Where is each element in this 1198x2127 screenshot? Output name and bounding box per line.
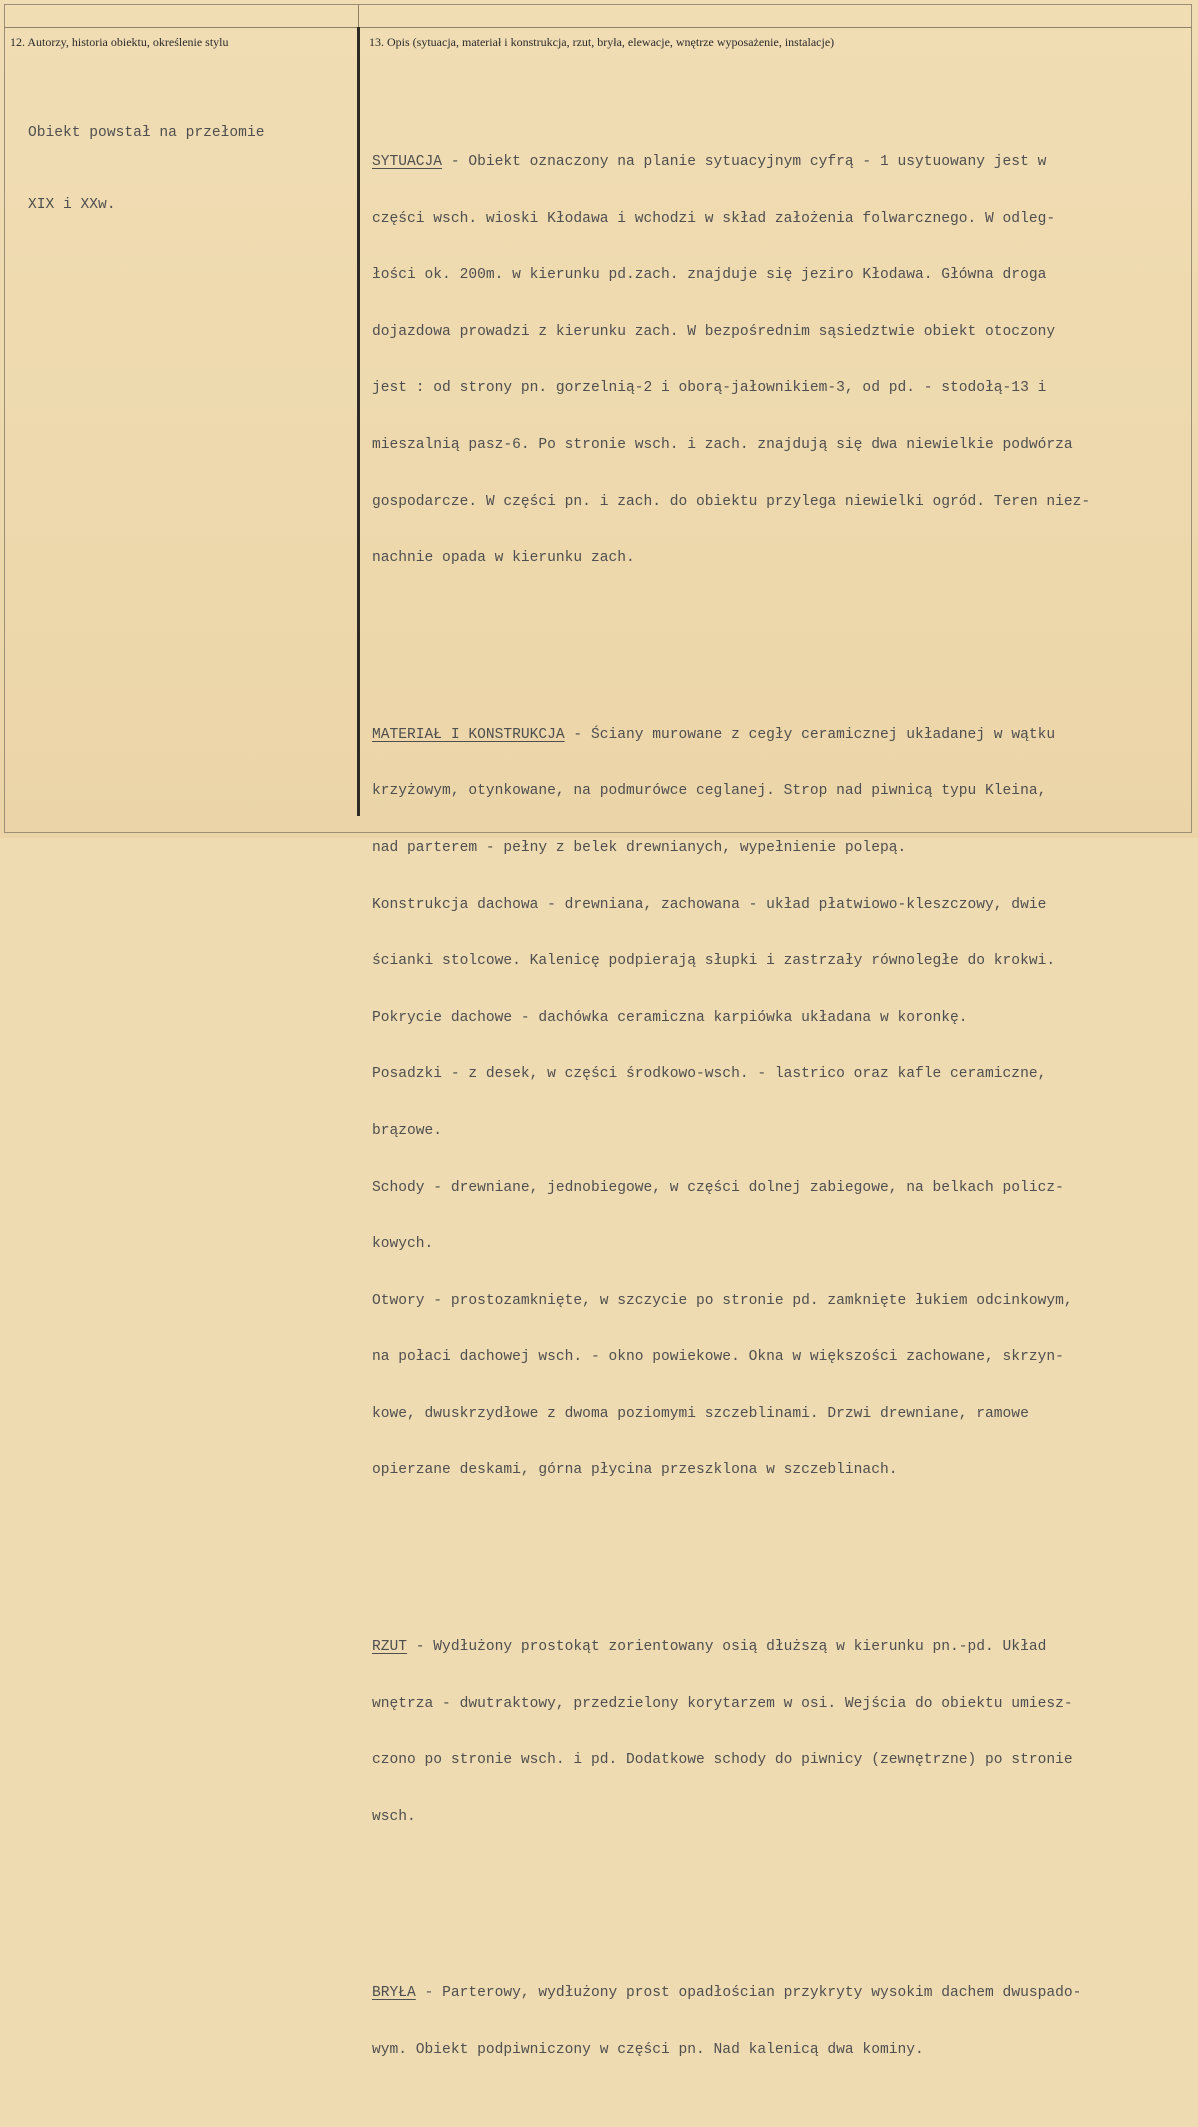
field-13-label: 13. Opis (sytuacja, materiał i konstrukcja, rzut, bryła, elewacje, wnętrze wyposażenie, instalacje)	[369, 35, 835, 49]
text-line: Obiekt powstał na przełomie	[28, 125, 265, 141]
section-heading: SYTUACJA	[372, 154, 443, 170]
text-line: wym. Obiekt podpiwniczony w części pn. Nad kalenicą dwa kominy.	[372, 2042, 924, 2059]
text-line: krzyżowym, otynkowane, na podmurówce ceglanej. Strop nad piwnicą typu Kleina,	[372, 783, 1047, 800]
text-line: Schody - drewniane, jednobiegowe, w części dolnej zabiegowe, na belkach policz-	[372, 1179, 1064, 1196]
field-12-content	[28, 73, 264, 265]
text-line: kowych.	[372, 1236, 434, 1253]
text-line: Pokrycie dachowe - dachówka ceramiczna karpiówka układana w koronkę.	[372, 1009, 968, 1026]
text-line: Konstrukcja dachowa - drewniana, zachowana - układ płatwiowo-kleszczowy, dwie	[372, 896, 1047, 913]
text-line: brązowe.	[372, 1122, 443, 1139]
text-line: nachnie opada w kierunku zach.	[372, 550, 635, 567]
text-line: RZUT - Wydłużony prostokąt zorientowany osią dłuższą w kierunku pn.-pd. Układ	[372, 1639, 1047, 1656]
section-material-konstrukcja	[372, 691, 1188, 1515]
text-line: kowe, dwuskrzydłowe z dwoma poziomymi szczeblinami. Drzwi drewniane, ramowe	[372, 1405, 1029, 1422]
text-line: na połaci dachowej wsch. - okno powiekowe. Okna w większości zachowane, skrzyn-	[372, 1349, 1064, 1366]
text-line: Otwory - prostozamknięte, w szczycie po stronie pd. zamknięte łukiem odcinkowym,	[372, 1292, 1073, 1309]
text-line: wnętrza - dwutraktowy, przedzielony korytarzem w osi. Wejścia do obiektu umiesz-	[372, 1695, 1073, 1712]
header-column-divider	[358, 4, 359, 28]
text-line: łości ok. 200m. w kierunku pd.zach. znajduje się jeziro Kłodawa. Główna droga	[372, 267, 1047, 284]
section-heading: RZUT	[372, 1639, 408, 1656]
text-line: jest : od strony pn. gorzelnią-2 i oborą-jałownikiem-3, od pd. - stodołą-13 i	[372, 380, 1047, 397]
field-13-content	[372, 70, 1188, 2127]
text-line: mieszalnią pasz-6. Po stronie wsch. i zach. znajdują się dwa niewielkie podwórza	[372, 436, 1073, 453]
section-heading: MATERIAŁ I KONSTRUKCJA	[372, 726, 565, 743]
text-line: ścianki stolcowe. Kalenicę podpierają słupki i zastrzały równoległe do krokwi.	[372, 953, 1056, 970]
text-line: BRYŁA - Parterowy, wydłużony prost opadłościan przykryty wysokim dachem dwuspado-	[372, 1985, 1082, 2002]
section-sytuacja	[372, 118, 1188, 603]
text-line: dojazdowa prowadzi z kierunku zach. W bezpośrednim sąsiedztwie obiekt otoczony	[372, 323, 1056, 340]
text-line: SYTUACJA - Obiekt oznaczony na planie sytuacyjnym cyfrą - 1 usytuowany jest w	[372, 154, 1047, 170]
text-line: Posadzki - z desek, w części środkowo-wsch. - lastrico oraz kafle ceramiczne,	[372, 1066, 1047, 1083]
text-line: XIX i XXw.	[28, 197, 116, 213]
text-line: czono po stronie wsch. i pd. Dodatkowe schody do piwnicy (zewnętrzne) po stronie	[372, 1752, 1073, 1769]
text-line: nad parterem - pełny z belek drewnianych, wypełnienie polepą.	[372, 839, 907, 856]
field-12-label: 12. Autorzy, historia obiektu, określenie stylu	[10, 35, 229, 49]
text-line: opierzane deskami, górna płycina przeszklona w szczeblinach.	[372, 1462, 898, 1479]
text-line: części wsch. wioski Kłodawa i wchodzi w skład założenia folwarcznego. W odleg-	[372, 210, 1056, 227]
text-line: gospodarcze. W części pn. i zach. do obiektu przylega niewielki ogród. Teren niez-	[372, 493, 1091, 510]
header-divider	[4, 27, 1192, 28]
section-heading: BRYŁA	[372, 1985, 416, 2002]
column-divider	[357, 27, 360, 816]
section-rzut	[372, 1603, 1188, 1861]
text-line: wsch.	[372, 1808, 416, 1825]
section-bryla	[372, 1949, 1188, 2094]
text-line: MATERIAŁ I KONSTRUKCJA - Ściany murowane z cegły ceramicznej układanej w wątku	[372, 726, 1056, 743]
